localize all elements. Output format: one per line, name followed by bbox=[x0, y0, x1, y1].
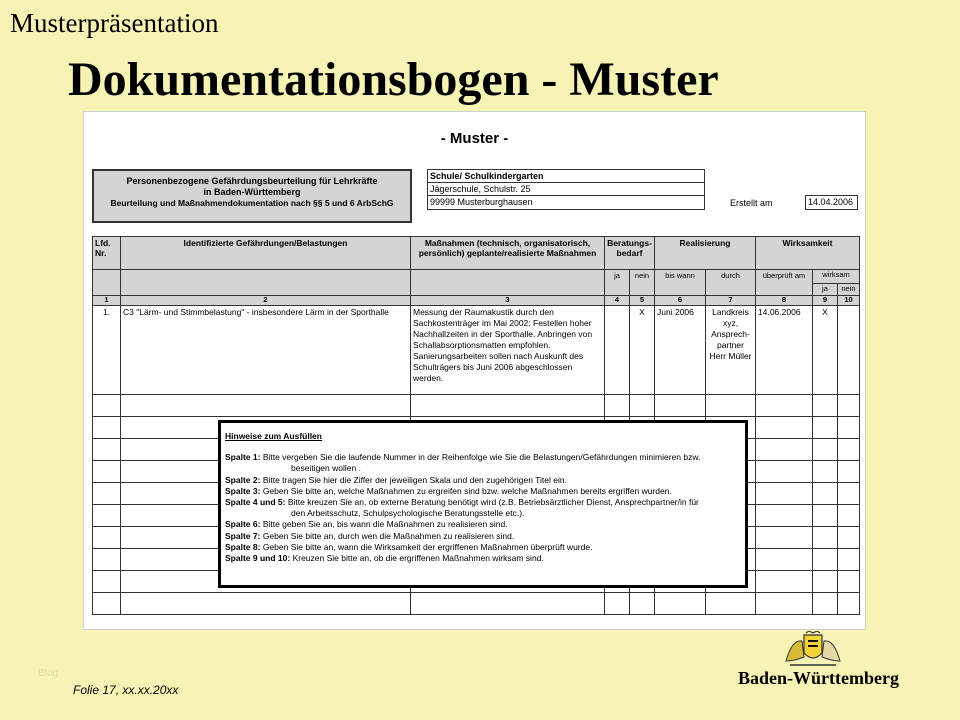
table-cell bbox=[813, 417, 838, 439]
table-cell bbox=[411, 593, 605, 615]
hint-label: Spalte 4 und 5: bbox=[225, 497, 286, 508]
document-image bbox=[83, 111, 866, 630]
hints-box bbox=[218, 420, 748, 588]
header-beratung: Beratungs-bedarf bbox=[605, 237, 655, 270]
table-cell bbox=[756, 417, 813, 439]
table-cell bbox=[605, 395, 630, 417]
slide-title: Dokumentationsbogen - Muster bbox=[68, 53, 719, 106]
table-cell bbox=[93, 549, 121, 571]
hint-text: beseitigen wollen . bbox=[291, 463, 361, 474]
form-title-line: Personenbezogene Gefährdungsbeurteilung für Lehrkräfte bbox=[126, 176, 378, 186]
header-massnahmen: Maßnahmen (technisch, organisatorisch, persönlich) geplante/realisierte Maßnahmen bbox=[411, 237, 605, 270]
hint-row bbox=[225, 542, 745, 553]
slide-footer: Folie 17, xx.xx.20xx bbox=[73, 683, 179, 697]
form-title-box bbox=[92, 169, 412, 223]
hint-row bbox=[225, 452, 745, 463]
form-title-line: in Baden-Württemberg bbox=[203, 187, 301, 197]
document-heading: - Muster - bbox=[440, 130, 509, 147]
cell-wirksam-ja: X bbox=[813, 306, 838, 395]
table-row bbox=[93, 306, 860, 395]
table-cell bbox=[605, 593, 630, 615]
table-cell bbox=[655, 593, 706, 615]
table-cell bbox=[813, 461, 838, 483]
school-box bbox=[427, 169, 705, 210]
table-cell bbox=[756, 483, 813, 505]
table-cell bbox=[838, 505, 860, 527]
table-cell bbox=[93, 461, 121, 483]
hint-label: Spalte 1: bbox=[225, 452, 261, 463]
table-cell bbox=[813, 593, 838, 615]
table-cell bbox=[93, 505, 121, 527]
header-wirksam-nein: nein bbox=[841, 284, 856, 293]
table-cell bbox=[838, 395, 860, 417]
table-cell bbox=[121, 395, 411, 417]
hint-text: den Arbeitsschutz, Schulpsychologische Beratungsstelle etc.). bbox=[291, 508, 525, 519]
table-cell bbox=[93, 395, 121, 417]
table-cell bbox=[93, 483, 121, 505]
table-cell bbox=[838, 417, 860, 439]
table-cell bbox=[756, 439, 813, 461]
school-name: Jägerschule, Schulstr. 25 bbox=[428, 183, 704, 196]
column-number: 2 bbox=[121, 296, 411, 306]
table-cell bbox=[813, 483, 838, 505]
column-number: 10 bbox=[838, 296, 860, 306]
table-cell bbox=[655, 395, 706, 417]
table-cell bbox=[838, 571, 860, 593]
table-row bbox=[93, 593, 860, 615]
hint-text: Bitte kreuzen Sie an, ob externe Beratung benötigt wird (z.B. Betriebsärztlicher Dienst, Ansprechpartner/in für bbox=[287, 497, 699, 508]
hint-row bbox=[225, 553, 745, 564]
table-cell bbox=[813, 549, 838, 571]
hint-row bbox=[225, 475, 745, 486]
hint-label: Spalte 8: bbox=[225, 541, 261, 552]
hint-row bbox=[225, 519, 745, 530]
header-gefaehrdungen: Identifizierte Gefährdungen/Belastungen bbox=[121, 237, 411, 270]
table-cell bbox=[838, 439, 860, 461]
header-cell bbox=[121, 270, 411, 296]
table-cell bbox=[756, 549, 813, 571]
table-cell bbox=[93, 571, 121, 593]
cell-wirksam-nein bbox=[838, 306, 860, 395]
table-cell bbox=[838, 593, 860, 615]
table-cell bbox=[706, 593, 756, 615]
hint-row bbox=[225, 531, 745, 542]
hints-title: Hinweise zum Ausfüllen bbox=[225, 431, 322, 441]
table-cell bbox=[838, 461, 860, 483]
table-cell bbox=[838, 527, 860, 549]
header-wirksamkeit: Wirksamkeit bbox=[756, 237, 860, 270]
header-wirksam bbox=[813, 270, 860, 296]
table-cell bbox=[813, 439, 838, 461]
table-cell bbox=[813, 505, 838, 527]
header-wirksam-ja: ja bbox=[813, 284, 838, 295]
column-number: 9 bbox=[813, 296, 838, 306]
table-cell bbox=[813, 395, 838, 417]
cell-beratung-ja bbox=[605, 306, 630, 395]
created-label: Erstellt am bbox=[730, 198, 773, 208]
coat-of-arms-logo bbox=[782, 631, 844, 669]
hint-text: Bitte vergeben Sie die laufende Nummer in der Reihenfolge wie Sie die Belastungen/Gefährdungen minimieren bzw. bbox=[262, 452, 701, 463]
school-label: Schule/ Schulkindergarten bbox=[428, 170, 704, 183]
hint-text: Bitte geben Sie an, bis wann die Maßnahmen zu realisieren sind. bbox=[262, 519, 508, 530]
hint-row bbox=[225, 497, 745, 508]
table-cell bbox=[93, 527, 121, 549]
hint-label: Spalte 7: bbox=[225, 530, 261, 541]
school-city: 99999 Musterburghausen bbox=[430, 197, 533, 207]
cell-massnahme: Messung der Raumakustik durch den Sachkostenträger im Mai 2002: Festellen hoher Nachhallzeiten in der Sporthalle. Anbringen von Schallabsorptionsmatten empfohlen. Sanierungsarbeiten sollen nach Auskunft des Schulträgers bis Juni 2006 abgeschlossen werden. bbox=[411, 306, 605, 395]
hint-text: Bitte tragen Sie hier die Ziffer der jeweiligen Skala und den zugehörigen Titel ein. bbox=[262, 474, 567, 485]
watermark: Blog bbox=[38, 668, 59, 679]
column-number: 4 bbox=[605, 296, 630, 306]
table-cell bbox=[630, 593, 655, 615]
table-cell bbox=[93, 439, 121, 461]
created-date: 14.04.2006 bbox=[805, 195, 858, 210]
table-cell bbox=[813, 571, 838, 593]
hint-row bbox=[225, 508, 745, 519]
column-number: 1 bbox=[93, 296, 121, 306]
header-lfd: Lfd. Nr. bbox=[93, 237, 121, 270]
table-cell bbox=[838, 549, 860, 571]
table-cell bbox=[121, 593, 411, 615]
column-number: 8 bbox=[756, 296, 813, 306]
cell-ueberprueft: 14.06.2006 bbox=[756, 306, 813, 395]
header-cell bbox=[93, 270, 121, 296]
form-title-line: Beurteilung und Maßnahmendokumentation nach §§ 5 und 6 ArbSchG bbox=[110, 198, 394, 208]
table-cell bbox=[756, 571, 813, 593]
state-logo-text: Baden-Württemberg bbox=[738, 668, 899, 688]
hint-label: Spalte 3: bbox=[225, 485, 261, 496]
hint-text: Kreuzen Sie bitte an, ob die ergriffenen Maßnahmen wirksam sind. bbox=[292, 553, 544, 564]
column-number: 3 bbox=[411, 296, 605, 306]
column-number: 7 bbox=[706, 296, 756, 306]
header-cell bbox=[411, 270, 605, 296]
table-cell bbox=[813, 527, 838, 549]
column-number: 6 bbox=[655, 296, 706, 306]
table-cell bbox=[93, 417, 121, 439]
hint-label: Spalte 9 und 10: bbox=[225, 553, 291, 564]
header-nein: nein bbox=[630, 270, 655, 296]
header-realisierung: Realisierung bbox=[655, 237, 756, 270]
table-cell bbox=[756, 395, 813, 417]
table-cell bbox=[756, 527, 813, 549]
table-cell bbox=[756, 505, 813, 527]
hint-label: Spalte 2: bbox=[225, 474, 261, 485]
header-ja: ja bbox=[605, 270, 630, 296]
hint-text: Geben Sie bitte an, welche Maßnahmen zu ergreifen sind bzw. welche Maßnahmen bereits ergriffen wurden. bbox=[262, 485, 672, 496]
hint-text: Geben Sie bitte an, durch wen die Maßnahmen zu realisieren sind. bbox=[262, 530, 515, 541]
deck-title: Musterpräsentation bbox=[10, 8, 219, 38]
column-number: 5 bbox=[630, 296, 655, 306]
table-row bbox=[93, 395, 860, 417]
header-durch: durch bbox=[706, 270, 756, 296]
table-cell bbox=[756, 461, 813, 483]
table-cell bbox=[411, 395, 605, 417]
table-cell bbox=[838, 483, 860, 505]
table-cell bbox=[630, 395, 655, 417]
hint-row bbox=[225, 463, 745, 474]
table-cell bbox=[706, 395, 756, 417]
table-cell bbox=[93, 593, 121, 615]
header-ueberprueft: überprüft am bbox=[756, 270, 813, 296]
cell-bis-wann: Juni 2006 bbox=[655, 306, 706, 395]
table-cell bbox=[756, 593, 813, 615]
cell-durch: Landkreis xyz, Ansprech-partner Herr Müller bbox=[706, 306, 756, 395]
cell-nr: 1. bbox=[93, 306, 121, 395]
cell-gefaehrdung: C3 "Lärm- und Stimmbelastung" - insbesondere Lärm in der Sporthalle bbox=[121, 306, 411, 395]
header-wirksam-label: wirksam bbox=[822, 270, 850, 279]
hint-label: Spalte 6: bbox=[225, 519, 261, 530]
hint-text: Geben Sie bitte an, wann die Wirksamkeit der ergriffenen Maßnahmen überprüft wurde. bbox=[262, 541, 593, 552]
cell-beratung-nein: X bbox=[630, 306, 655, 395]
header-bis-wann: bis wann bbox=[655, 270, 706, 296]
hint-row bbox=[225, 486, 745, 497]
